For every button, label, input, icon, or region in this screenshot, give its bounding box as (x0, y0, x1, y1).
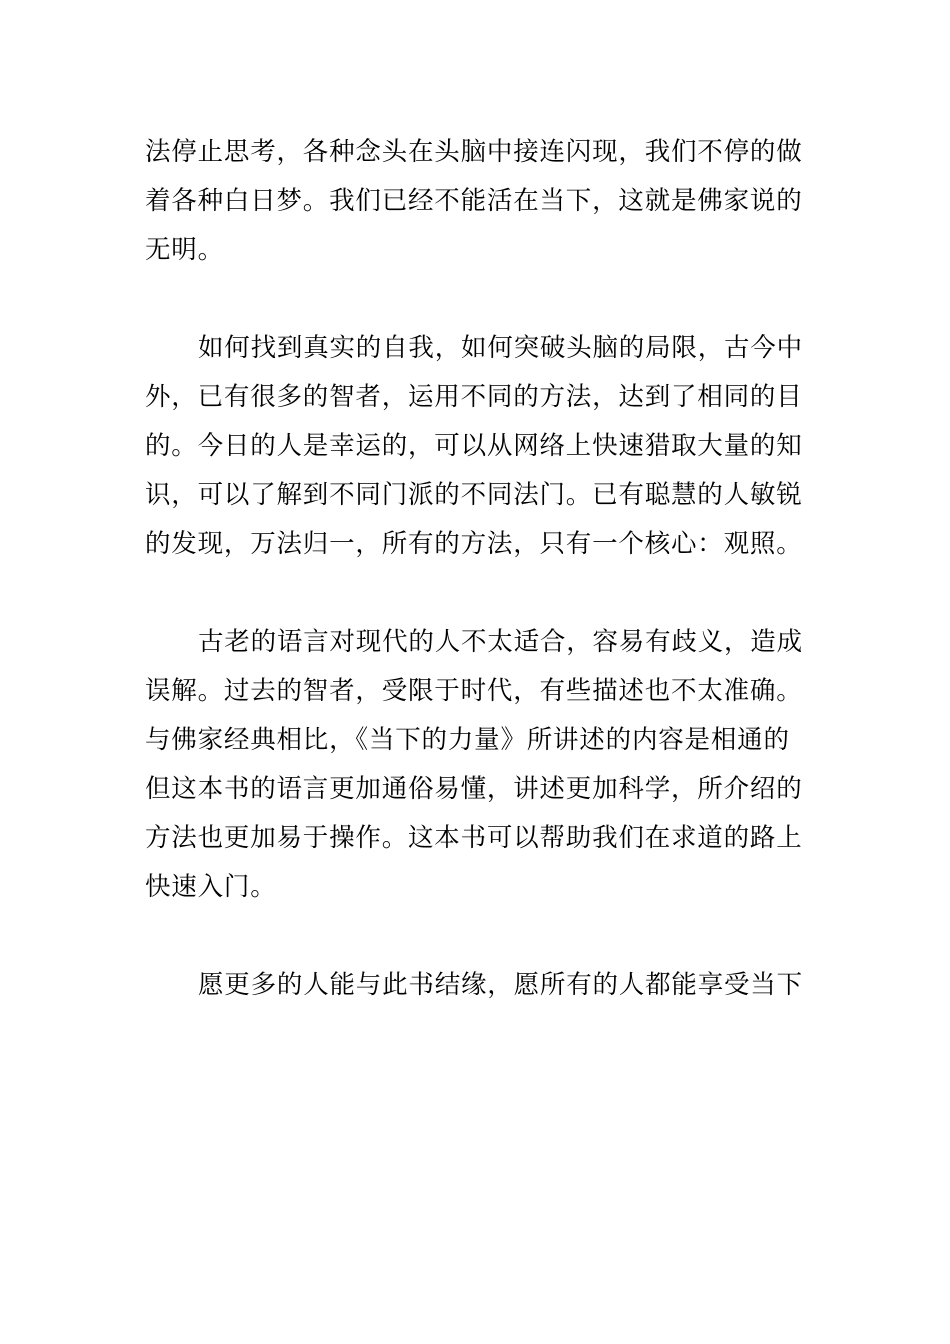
text-line: 法停止思考，各种念头在头脑中接连闪现，我们不停的做 (145, 137, 803, 167)
text-line: 古老的语言对现代的人不太适合，容易有歧义，造成 (198, 627, 803, 657)
paragraph-2 (145, 324, 810, 569)
text-line: 识，可以了解到不同门派的不同法门。已有聪慧的人敏锐 (145, 480, 803, 510)
text-line: 误解。过去的智者，受限于时代，有些描述也不太准确。 (145, 676, 803, 706)
text-line: 方法也更加易于操作。这本书可以帮助我们在求道的路上 (145, 823, 803, 853)
paragraph-3 (145, 618, 810, 912)
text-line: 愿更多的人能与此书结缘，愿所有的人都能享受当下 (198, 970, 803, 1000)
text-line: 与佛家经典相比，《当下的力量》所讲述的内容是相通的 (145, 725, 790, 755)
text-line: 但这本书的语言更加通俗易懂，讲述更加科学，所介绍的 (145, 774, 803, 804)
text-line: 的。今日的人是幸运的，可以从网络上快速猎取大量的知 (145, 431, 803, 461)
text-line: 快速入门。 (145, 872, 277, 902)
text-line: 的发现，万法归一，所有的方法，只有一个核心：观照。 (145, 529, 803, 559)
paragraph-1 (145, 128, 810, 275)
text-line: 如何找到真实的自我，如何突破头脑的局限，古今中 (198, 333, 803, 363)
paragraph-4 (145, 961, 810, 1010)
text-line: 着各种白日梦。我们已经不能活在当下，这就是佛家说的 (145, 186, 803, 216)
body-text (145, 128, 810, 1010)
paragraph-gap (145, 275, 810, 324)
paragraph-gap (145, 569, 810, 618)
text-line: 无明。 (145, 235, 224, 265)
text-line: 外，已有很多的智者，运用不同的方法，达到了相同的目 (145, 382, 803, 412)
paragraph-gap (145, 912, 810, 961)
